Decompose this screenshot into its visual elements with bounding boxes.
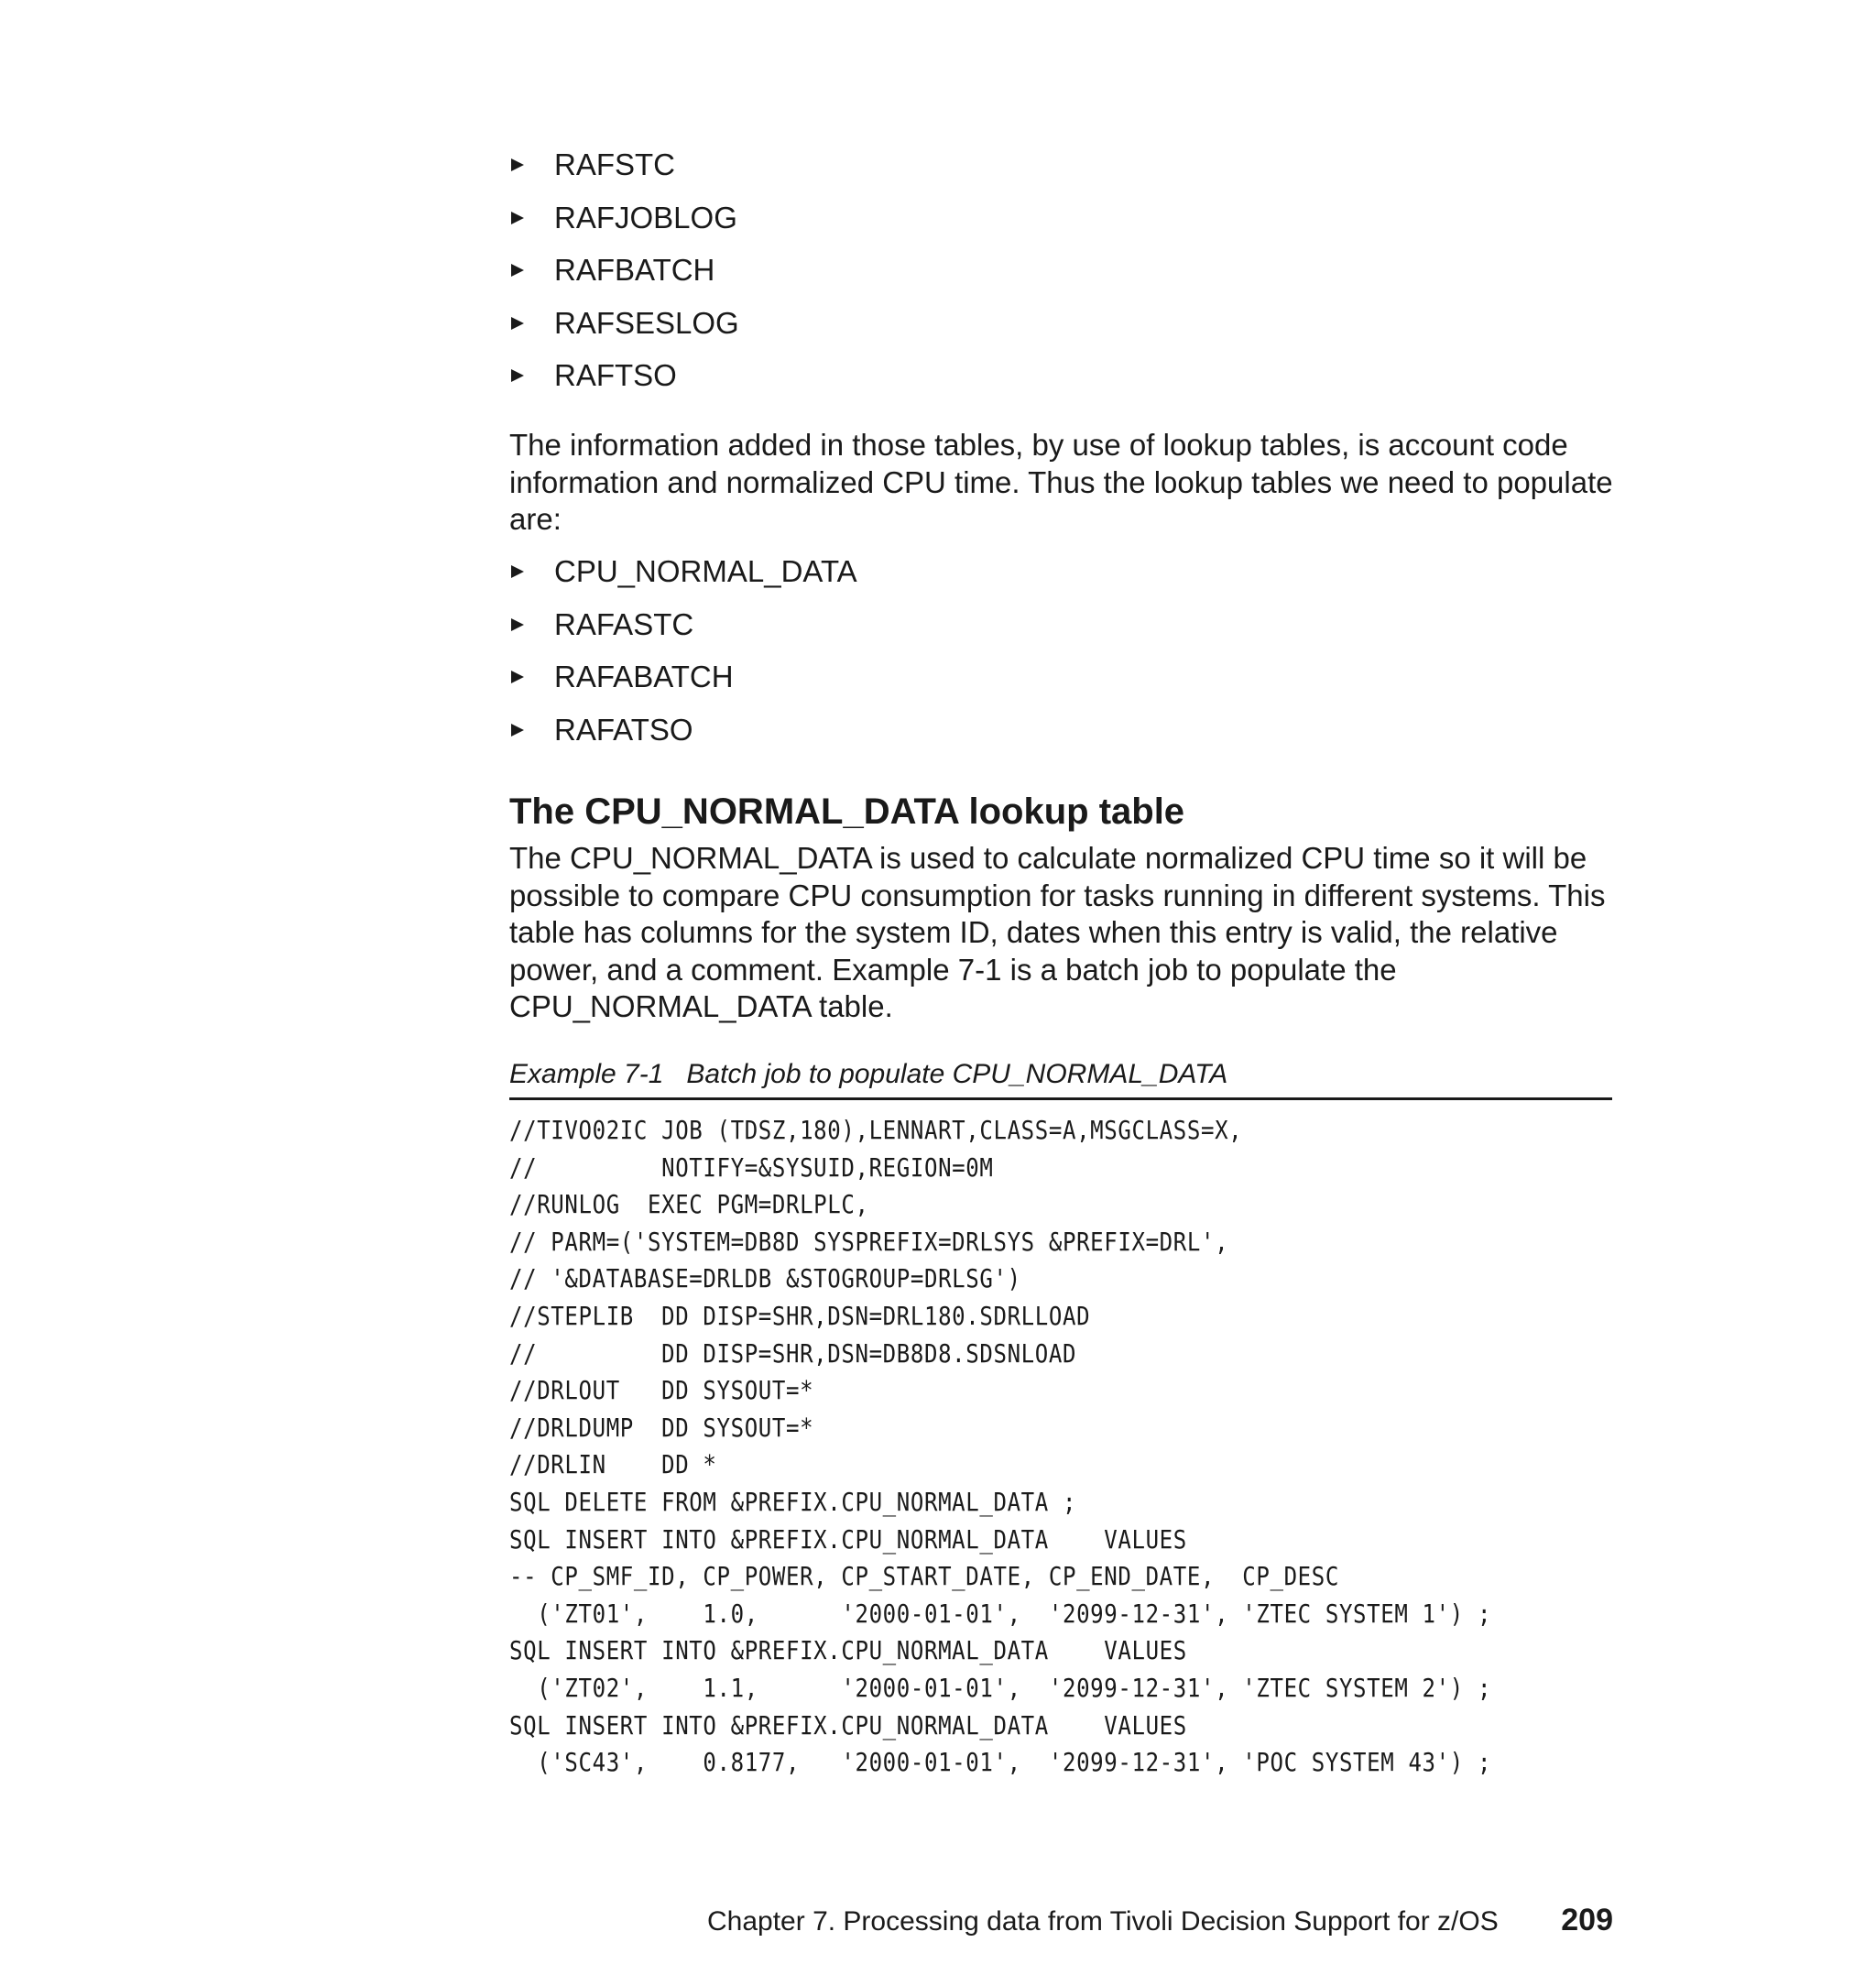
code-line: //DRLOUT DD SYSOUT=*	[509, 1375, 814, 1406]
example-caption: Example 7-1 Batch job to populate CPU_NORMAL_DATA	[509, 1059, 1228, 1089]
list-item	[509, 357, 739, 394]
code-line: // PARM=('SYSTEM=DB8D SYSPREFIX=DRLSYS &PREFIX=DRL',	[509, 1226, 1229, 1257]
list-item-text: RAFABATCH	[554, 660, 734, 693]
list-item-text: CPU_NORMAL_DATA	[554, 554, 857, 588]
code-line: ('ZT02', 1.1, '2000-01-01', '2099-12-31', 'ZTEC SYSTEM 2') ;	[509, 1672, 1492, 1703]
triangle-bullet-icon	[511, 671, 524, 683]
code-line: // '&DATABASE=DRLDB &STOGROUP=DRLSG')	[509, 1263, 1021, 1294]
example-divider	[509, 1097, 1612, 1100]
triangle-bullet-icon	[511, 264, 524, 277]
list-item-text: RAFSTC	[554, 147, 675, 181]
list-item-text: RAFASTC	[554, 606, 694, 641]
triangle-bullet-icon	[511, 369, 524, 382]
triangle-bullet-icon	[511, 158, 524, 171]
page-number: 209	[1561, 1903, 1613, 1937]
code-line: //STEPLIB DD DISP=SHR,DSN=DRL180.SDRLLOAD	[509, 1300, 1091, 1331]
triangle-bullet-icon	[511, 212, 524, 224]
code-line: //RUNLOG EXEC PGM=DRLPLC,	[509, 1189, 869, 1220]
section-paragraph: The CPU_NORMAL_DATA is used to calculate normalized CPU time so it will be possible to compare CPU consumption for tasks running in different systems. This table has columns for the system ID, dates when this entry is valid, the relative power, and a comment. Example 7-1 is a batch job to populate the CPU_NORMAL_DATA table.	[509, 841, 1606, 1023]
code-line: SQL DELETE FROM &PREFIX.CPU_NORMAL_DATA ;	[509, 1486, 1077, 1517]
code-line: -- CP_SMF_ID, CP_POWER, CP_START_DATE, CP_END_DATE, CP_DESC	[509, 1561, 1339, 1592]
list-item-text: RAFSESLOG	[554, 305, 739, 340]
list-item	[509, 200, 739, 236]
code-line: // DD DISP=SHR,DSN=DB8D8.SDSNLOAD	[509, 1337, 1077, 1369]
triangle-bullet-icon	[511, 317, 524, 330]
list-item	[509, 712, 857, 748]
code-line: ('ZT01', 1.0, '2000-01-01', '2099-12-31', 'ZTEC SYSTEM 1') ;	[509, 1598, 1492, 1629]
code-line: // NOTIFY=&SYSUID,REGION=0M	[509, 1151, 994, 1183]
list-item-text: RAFJOBLOG	[554, 200, 737, 235]
list-item	[509, 553, 857, 590]
page-footer	[707, 1900, 1613, 1940]
code-line: //DRLDUMP DD SYSOUT=*	[509, 1412, 814, 1443]
triangle-bullet-icon	[511, 618, 524, 631]
list-item	[509, 606, 857, 643]
code-line: //DRLIN DD *	[509, 1449, 717, 1480]
list-item-text: RAFBATCH	[554, 253, 715, 287]
list-item	[509, 305, 739, 342]
code-block	[509, 1112, 1491, 1782]
list-item-text: RAFATSO	[554, 712, 693, 747]
list-item	[509, 147, 739, 183]
table-name-list	[509, 147, 739, 394]
code-line: ('SC43', 0.8177, '2000-01-01', '2099-12-31', 'POC SYSTEM 43') ;	[509, 1747, 1492, 1778]
body-paragraph: The information added in those tables, by use of lookup tables, is account code information and normalized CPU time. Thus the lookup tables we need to populate are:	[509, 428, 1613, 536]
list-item	[509, 252, 739, 289]
lookup-table-list	[509, 553, 857, 748]
code-line: SQL INSERT INTO &PREFIX.CPU_NORMAL_DATA VALUES	[509, 1709, 1187, 1740]
section-heading: The CPU_NORMAL_DATA lookup table	[509, 791, 1185, 832]
triangle-bullet-icon	[511, 724, 524, 737]
list-item-text: RAFTSO	[554, 358, 677, 392]
code-line: SQL INSERT INTO &PREFIX.CPU_NORMAL_DATA VALUES	[509, 1523, 1187, 1555]
list-item	[509, 659, 857, 695]
footer-chapter-title: Chapter 7. Processing data from Tivoli Decision Support for z/OS	[707, 1906, 1499, 1937]
code-line: //TIVO02IC JOB (TDSZ,180),LENNART,CLASS=A,MSGCLASS=X,	[509, 1115, 1243, 1145]
code-line: SQL INSERT INTO &PREFIX.CPU_NORMAL_DATA VALUES	[509, 1635, 1187, 1666]
triangle-bullet-icon	[511, 565, 524, 578]
